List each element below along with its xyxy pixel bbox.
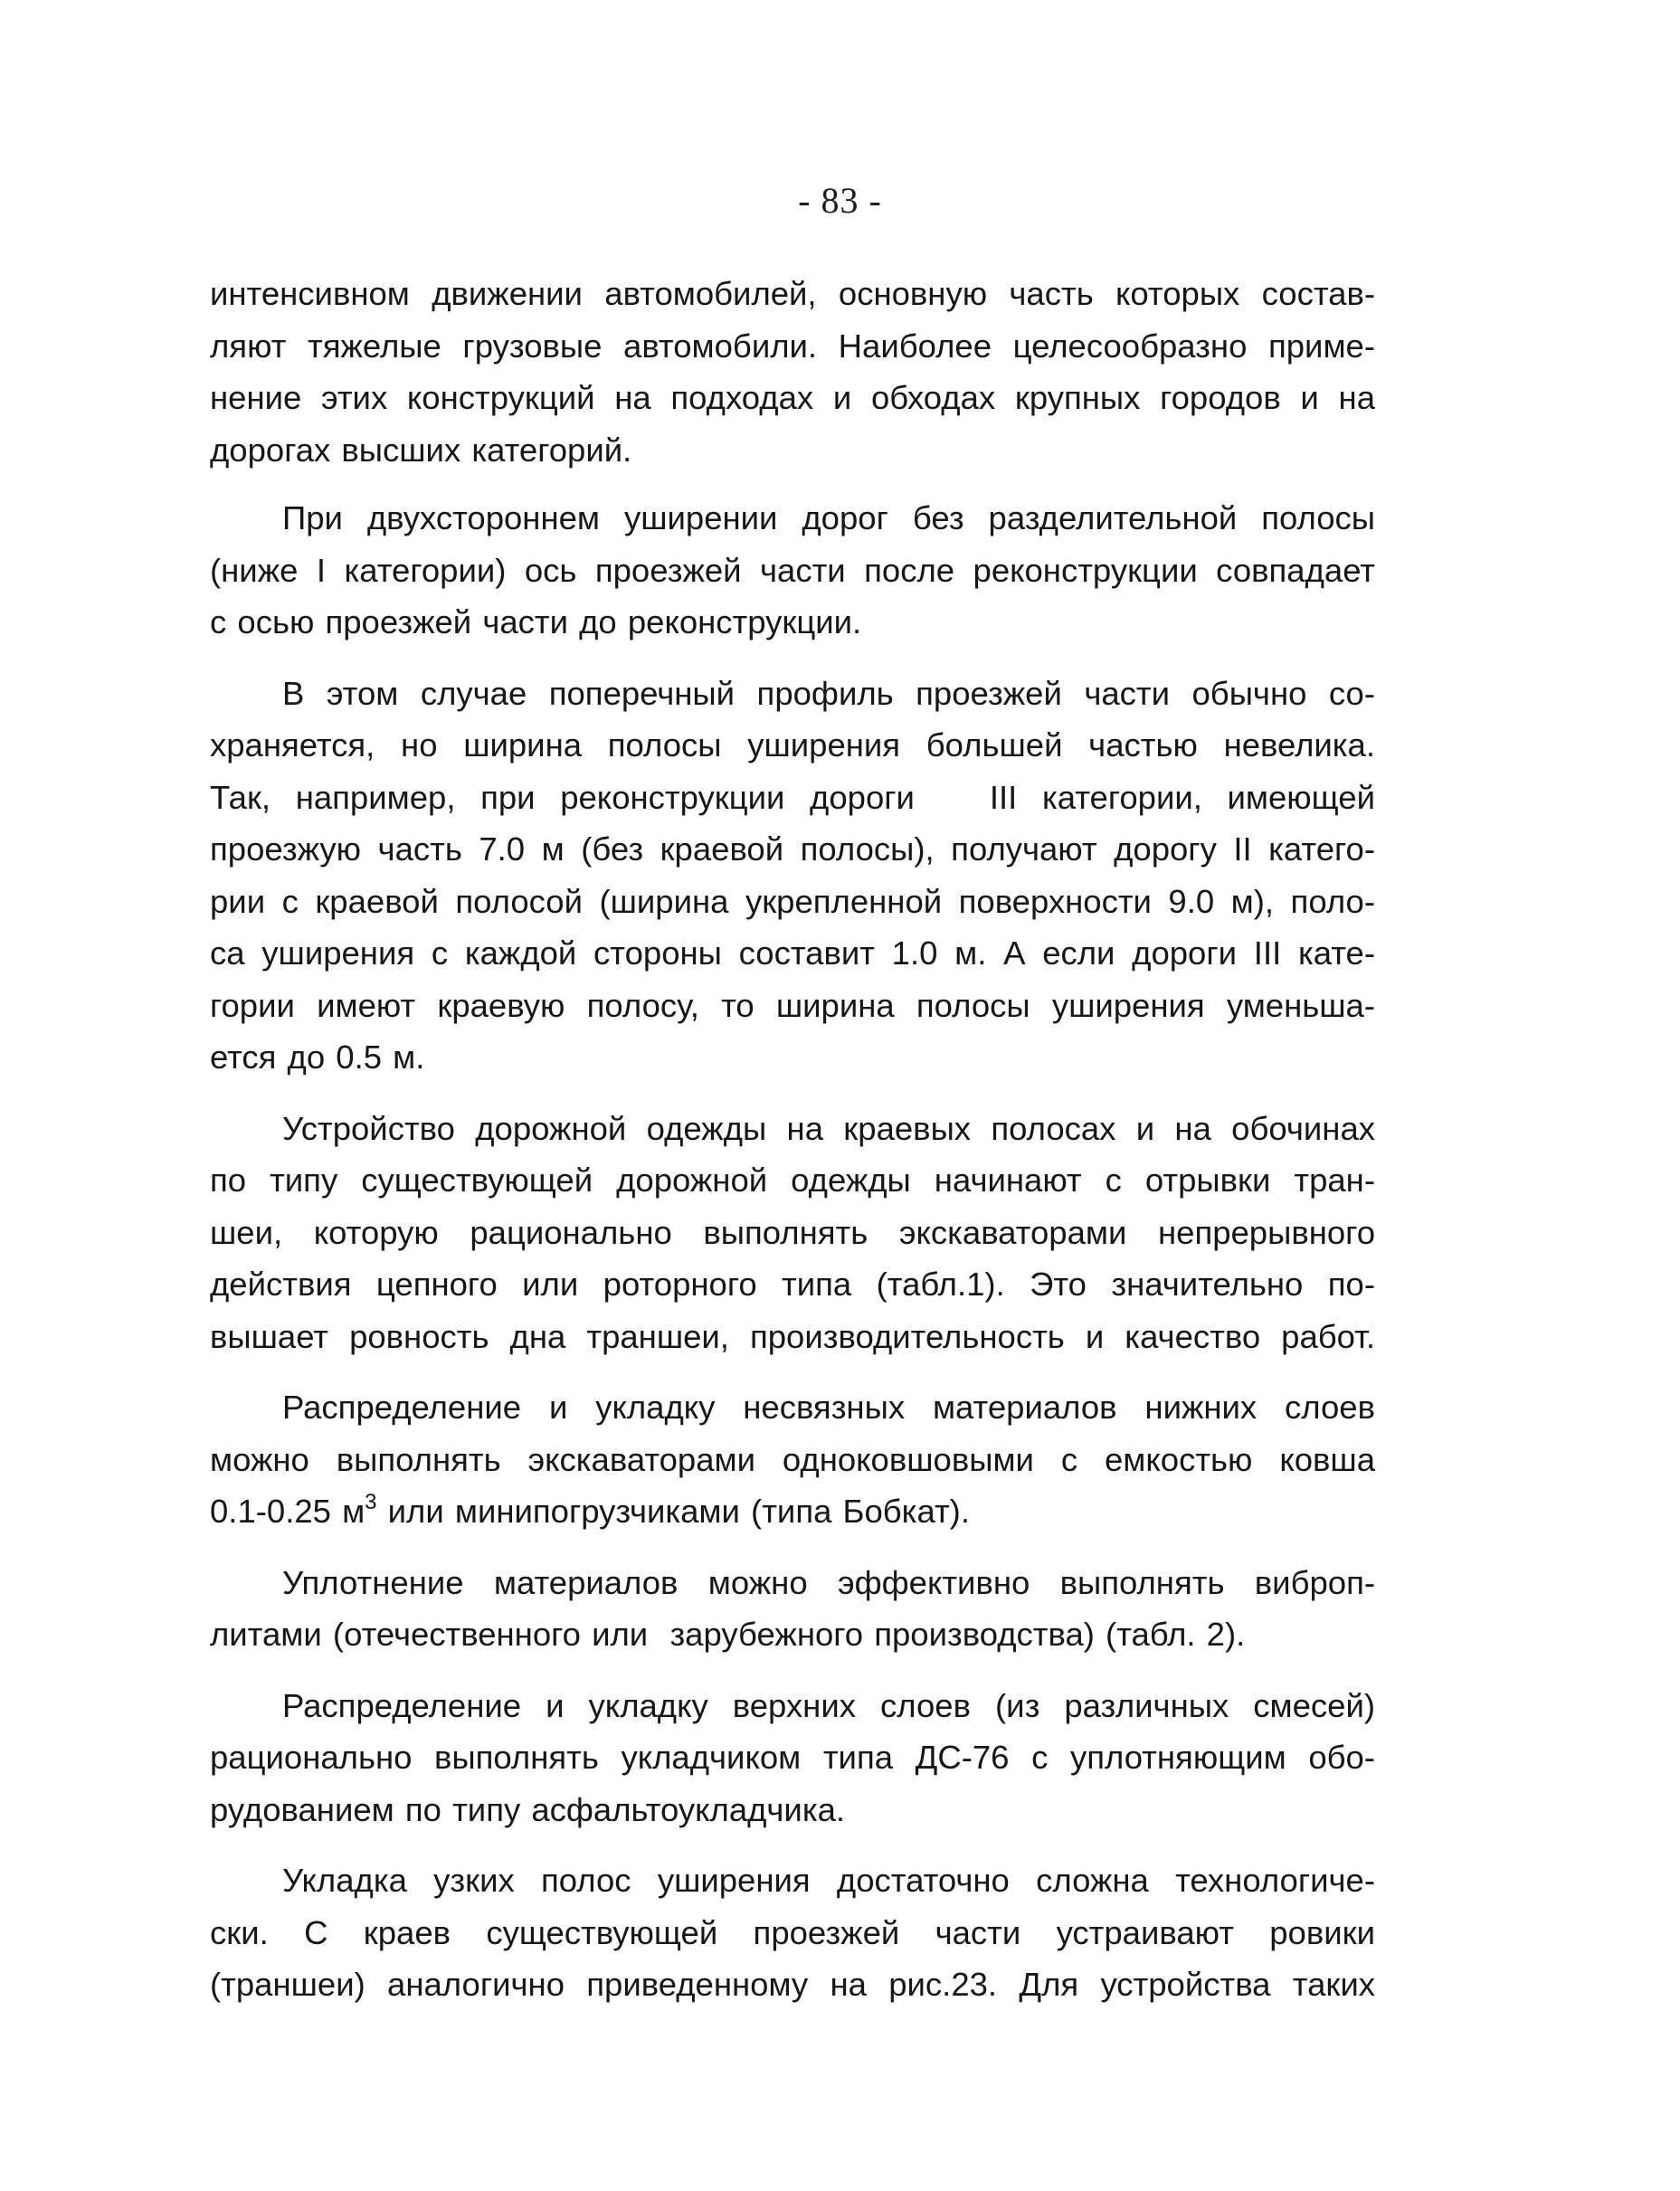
paragraph-8 — [210, 1854, 1375, 2011]
text-line: рудованием по типу асфальтоукладчика. — [210, 1790, 846, 1828]
text-line: ляют тяжелые грузовые автомобили. Наиболее целесообразно приме- — [210, 327, 1375, 365]
text-line: Укладка узких полос уширения достаточно сложна технологиче- — [282, 1862, 1375, 1899]
text-line: ски. С краев существующей проезжей части устраивают ровики — [210, 1913, 1375, 1951]
paragraph-5 — [210, 1381, 1375, 1538]
text-line: Уплотнение материалов можно эффективно выполнять виброп- — [282, 1563, 1375, 1601]
text-line: рационально выполнять укладчиком типа ДС-76 с уплотняющим обо- — [210, 1739, 1375, 1776]
text-fragment: или минипогрузчиками (типа Бобкат). — [376, 1493, 970, 1530]
text-line: дорогах высших категорий. — [210, 431, 632, 469]
text-line: (траншеи) аналогично приведенному на рис.23. Для устройства таких — [210, 1966, 1375, 2003]
text-line: литами (отечественного или зарубежного производства) (табл. 2). — [210, 1616, 1246, 1653]
paragraph-6 — [210, 1557, 1375, 1661]
text-line: Устройство дорожной одежды на краевых полосах и на обочинах — [282, 1109, 1375, 1147]
paragraph-1 — [210, 268, 1375, 476]
paragraph-3 — [210, 668, 1375, 1084]
text-line: можно выполнять экскаваторами одноковшовыми с емкостью ковша — [210, 1440, 1375, 1478]
volume-value: 0.1-0.25 м — [210, 1493, 365, 1530]
text-line: Так, например, при реконструкции дороги III категории, имеющей — [210, 778, 1375, 816]
text-line: са уширения с каждой стороны составит 1.0 м. А если дороги III кате- — [210, 934, 1375, 972]
text-line: гории имеют краевую полосу, то ширина полосы уширения уменьша- — [210, 986, 1375, 1024]
text-line: по типу существующей дорожной одежды начинают с отрывки тран- — [210, 1162, 1375, 1199]
text-line: шеи, которую рационально выполнять экскаваторами непрерывного — [210, 1213, 1375, 1251]
page-number: - 83 - — [798, 180, 882, 221]
text-line: Распределение и укладку несвязных материалов нижних слоев — [282, 1389, 1375, 1426]
body-text — [210, 268, 1375, 2030]
cubic-superscript: 3 — [365, 1489, 377, 1514]
text-line: с осью проезжей части до реконструкции. — [210, 603, 862, 640]
text-line: нение этих конструкций на подходах и обходах крупных городов и на — [210, 379, 1375, 416]
text-line: Распределение и укладку верхних слоев (из различных смесей) — [282, 1686, 1375, 1724]
text-line: храняется, но ширина полосы уширения большей частью невелика. — [210, 726, 1375, 764]
paragraph-4 — [210, 1103, 1375, 1363]
text-line: вышает ровность дна траншеи, производительность и качество работ. — [210, 1317, 1375, 1355]
text-line: действия цепного или роторного типа (табл.1). Это значительно по- — [210, 1266, 1375, 1303]
text-line: ется до 0.5 м. — [210, 1039, 425, 1076]
text-line: рии с краевой полосой (ширина укрепленной поверхности 9.0 м), поло- — [210, 882, 1375, 920]
paragraph-2 — [210, 492, 1375, 649]
text-line-with-superscript — [210, 1485, 1375, 1538]
paragraph-7 — [210, 1680, 1375, 1836]
text-line: интенсивном движении автомобилей, основную часть которых состав- — [210, 275, 1375, 312]
text-line: При двухстороннем уширении дорог без разделительной полосы — [282, 499, 1375, 536]
text-line: (ниже I категории) ось проезжей части после реконструкции совпадает — [210, 551, 1375, 589]
text-line: В этом случае поперечный профиль проезжей части обычно со- — [282, 674, 1375, 712]
text-line: проезжую часть 7.0 м (без краевой полосы), получают дорогу II катего- — [210, 830, 1375, 868]
